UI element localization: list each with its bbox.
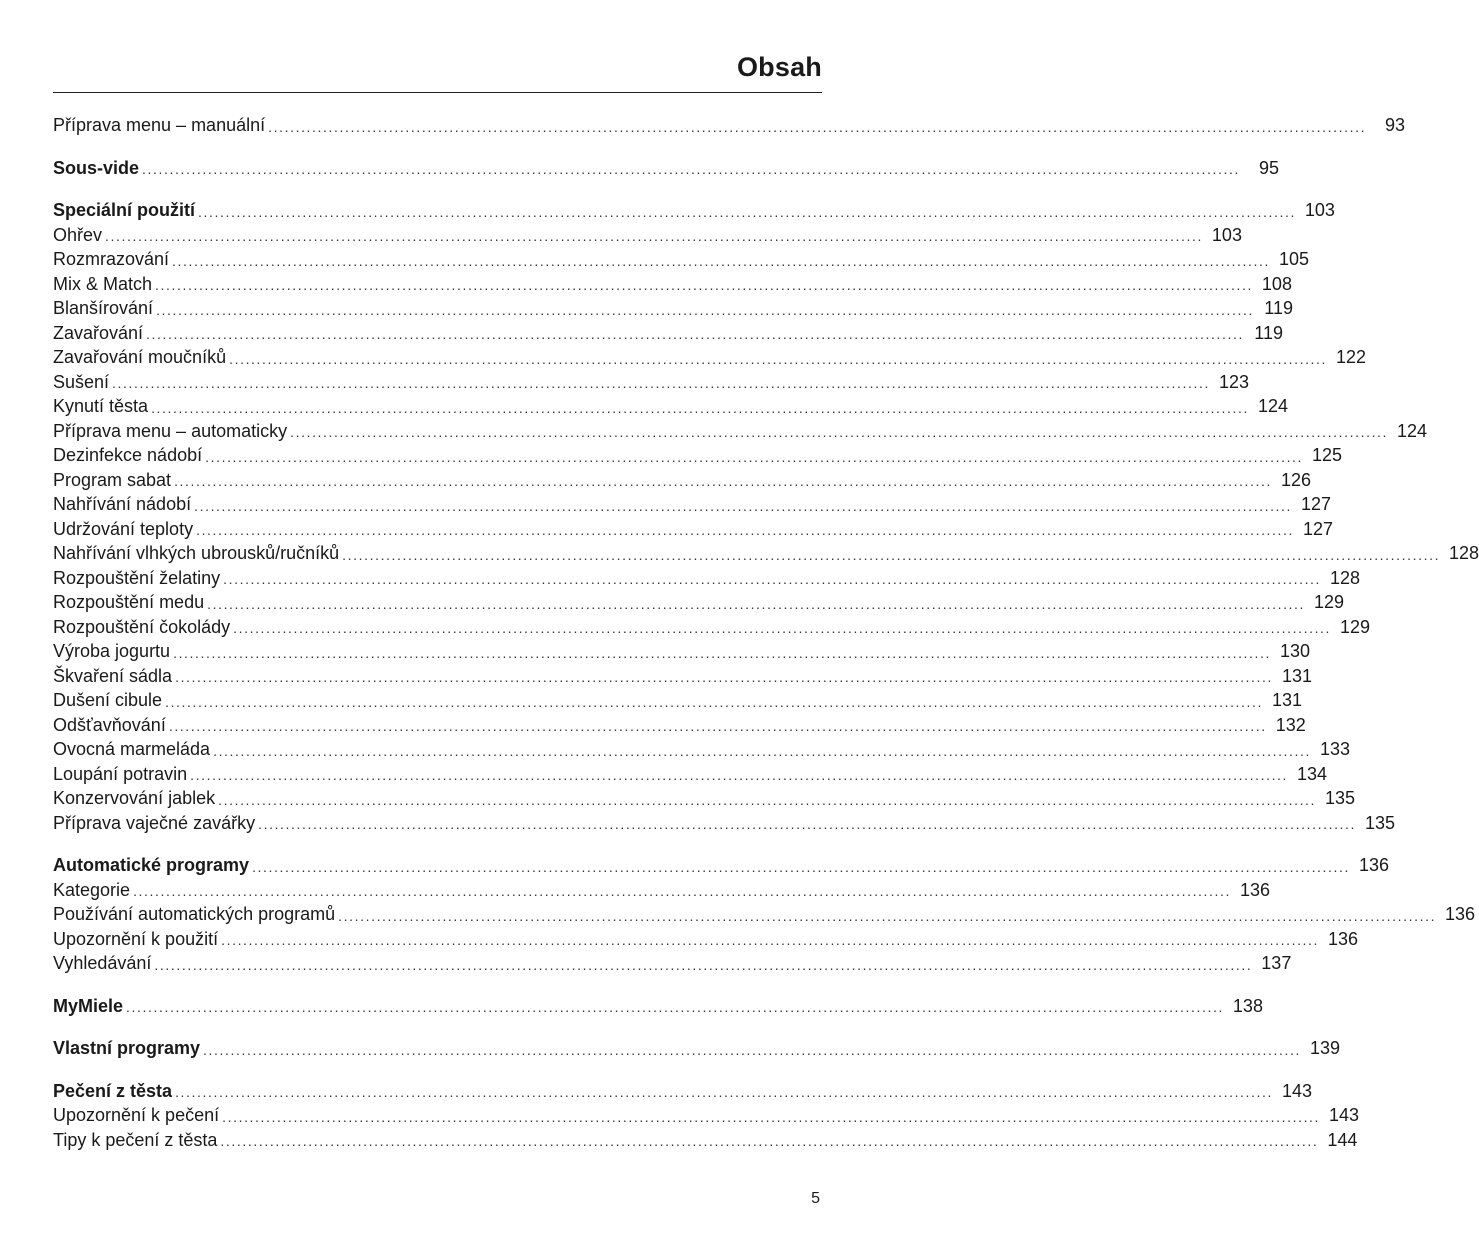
toc-entry-label: Příprava menu – automaticky	[53, 420, 288, 441]
dot-leader: ........................................................................................................................................................................................................	[173, 644, 1272, 661]
toc-entry-label: Příprava vaječné zavářky	[53, 812, 256, 833]
toc-entry[interactable]	[53, 419, 1428, 444]
toc-entry[interactable]	[53, 737, 1351, 762]
toc-entry[interactable]	[53, 786, 1356, 811]
toc-entry-label: Tipy k pečení z těsta	[53, 1129, 218, 1150]
dot-leader: ........................................................................................................................................................................................................	[222, 1108, 1321, 1125]
page-header	[53, 48, 822, 93]
dot-leader: ........................................................................................................................................................................................................	[133, 883, 1231, 899]
toc-entry-page: 144	[1327, 1129, 1358, 1150]
dot-leader: ........................................................................................................................................................................................................	[194, 497, 1293, 514]
dot-leader: ........................................................................................................................................................................................................	[168, 718, 1267, 734]
toc-entry-label: Rozpouštění čokolády	[53, 616, 231, 637]
dot-leader: ........................................................................................................................................................................................................	[142, 161, 1240, 177]
toc-entry-label: Dezinfekce nádobí	[53, 445, 203, 465]
toc-entry[interactable]	[53, 517, 1334, 542]
toc-entry[interactable]	[53, 541, 1479, 566]
toc-entry-label: Upozornění k pečení	[53, 1105, 220, 1125]
dot-leader: ........................................................................................................................................................................................................	[220, 1133, 1319, 1149]
toc-entry-page: 130	[1279, 641, 1311, 661]
dot-leader: ........................................................................................................................................................................................................	[258, 816, 1357, 832]
page-number: 5	[811, 1190, 820, 1207]
toc-entry-label: Odšťavňování	[53, 714, 166, 735]
toc-entry-page: 135	[1325, 788, 1356, 808]
toc-entry[interactable]	[53, 345, 1367, 370]
dot-leader: ........................................................................................................................................................................................................	[229, 350, 1328, 367]
toc-entry-label: Nahřívání nádobí	[53, 494, 192, 514]
toc-entry-label: Ohřev	[53, 224, 103, 245]
toc-entry[interactable]	[53, 1103, 1360, 1128]
dot-leader: ........................................................................................................................................................................................................	[151, 399, 1249, 416]
toc-entry-label: Pečení z těsta	[53, 1080, 173, 1101]
dot-leader: ........................................................................................................................................................................................................	[203, 1041, 1301, 1058]
page-title: Obsah	[736, 52, 822, 82]
dot-leader: ........................................................................................................................................................................................................	[175, 669, 1274, 685]
dot-leader: ........................................................................................................................................................................................................	[218, 791, 1317, 808]
toc-entry-page: 139	[1309, 1038, 1340, 1058]
toc-entry[interactable]	[53, 688, 1303, 713]
toc-entry-page: 124	[1257, 396, 1288, 416]
dot-leader: ........................................................................................................................................................................................................	[223, 571, 1322, 587]
toc-entry-label: Vlastní programy	[53, 1038, 201, 1058]
toc-entry-page: 127	[1302, 518, 1334, 539]
toc-entry-page: 138	[1232, 995, 1263, 1016]
dot-leader: ........................................................................................................................................................................................................	[205, 448, 1304, 465]
toc-entry-label: Zavařování	[53, 322, 144, 343]
toc-entry[interactable]	[53, 927, 1359, 952]
dot-leader: ........................................................................................................................................................................................................	[156, 301, 1254, 318]
toc-entry[interactable]	[53, 394, 1288, 419]
dot-leader: ........................................................................................................................................................................................................	[126, 999, 1224, 1015]
toc-entry[interactable]	[53, 566, 1361, 591]
dot-leader: ........................................................................................................................................................................................................	[154, 956, 1253, 973]
toc-entry-label: Konzervování jablek	[53, 788, 216, 808]
toc-entry[interactable]	[53, 198, 1335, 223]
toc-entry-page: 137	[1261, 953, 1292, 973]
toc-entry-page: 127	[1300, 494, 1332, 514]
toc-entry-label: Program sabat	[53, 469, 172, 490]
dot-leader: ........................................................................................................................................................................................................	[290, 424, 1389, 440]
dot-leader: ........................................................................................................................................................................................................	[175, 1084, 1273, 1100]
toc-entry[interactable]	[53, 713, 1306, 738]
toc-entry-page: 105	[1278, 249, 1309, 269]
toc-entry-page: 125	[1312, 445, 1343, 465]
toc-entry[interactable]	[53, 811, 1396, 836]
toc-entry[interactable]	[53, 223, 1242, 248]
toc-entry[interactable]	[53, 156, 1279, 181]
toc-entry-page: 128	[1449, 543, 1479, 563]
toc-entry[interactable]	[53, 615, 1371, 640]
toc-entry-page: 132	[1275, 714, 1306, 735]
toc-entry[interactable]	[53, 878, 1270, 903]
toc-entry-page: 136	[1445, 904, 1476, 924]
dot-leader: ........................................................................................................................................................................................................	[213, 742, 1312, 759]
dot-leader: ........................................................................................................................................................................................................	[112, 375, 1210, 391]
dot-leader: ........................................................................................................................................................................................................	[252, 858, 1350, 875]
toc-entry-label: Nahřívání vlhkých ubrousků/ručníků	[53, 543, 340, 563]
toc-entry-page: 129	[1313, 592, 1345, 612]
toc-entry-label: Blanšírování	[53, 298, 154, 318]
toc-entry[interactable]	[53, 443, 1343, 468]
toc-entry[interactable]	[53, 247, 1309, 272]
toc-entry-label: Rozpouštění medu	[53, 592, 205, 612]
toc-entry[interactable]	[53, 1128, 1358, 1153]
toc-entry[interactable]	[53, 590, 1345, 615]
toc-entry[interactable]	[53, 492, 1332, 517]
toc-entry[interactable]	[53, 370, 1249, 395]
toc-entry[interactable]	[53, 272, 1292, 297]
dot-leader: ........................................................................................................................................................................................................	[155, 277, 1253, 293]
toc-entry-page: 131	[1281, 665, 1313, 686]
toc-entry-page: 103	[1211, 224, 1242, 245]
toc-entry-page: 133	[1319, 739, 1351, 759]
toc-entry-page: 143	[1329, 1105, 1360, 1125]
toc-entry-label: Výroba jogurtu	[53, 641, 171, 661]
toc-entry-label: Automatické programy	[53, 855, 250, 875]
toc-entry[interactable]	[53, 951, 1292, 976]
toc-entry-label: Kategorie	[53, 879, 131, 900]
toc-entry[interactable]	[53, 762, 1328, 787]
toc-entry-label: Ovocná marmeláda	[53, 739, 211, 759]
dot-leader: ........................................................................................................................................................................................................	[221, 932, 1320, 948]
toc-entry[interactable]	[53, 853, 1389, 878]
toc-entry-page: 119	[1254, 322, 1283, 343]
toc-entry-page: 136	[1239, 879, 1270, 900]
dot-leader: ........................................................................................................................................................................................................	[190, 767, 1289, 783]
dot-leader: ........................................................................................................................................................................................................	[342, 546, 1441, 563]
toc-entry-page: 93	[1385, 115, 1406, 135]
toc-entry[interactable]	[53, 994, 1263, 1019]
toc-entry-label: Používání automatických programů	[53, 904, 336, 924]
toc-entry-label: Rozmrazování	[53, 249, 170, 269]
toc-entry[interactable]	[53, 664, 1313, 689]
toc-entry-page: 134	[1297, 763, 1328, 784]
toc-entry-page: 119	[1264, 298, 1293, 318]
toc-entry-label: MyMiele	[53, 995, 124, 1016]
toc-entry[interactable]	[53, 113, 1406, 138]
toc-entry-page: 103	[1304, 200, 1335, 220]
toc-entry-label: Sous-vide	[53, 157, 140, 178]
toc-entry-page: 108	[1261, 273, 1292, 294]
dot-leader: ........................................................................................................................................................................................................	[146, 326, 1244, 342]
dot-leader: ........................................................................................................................................................................................................	[105, 228, 1203, 244]
dot-leader: ........................................................................................................................................................................................................	[268, 118, 1367, 135]
dot-leader: ........................................................................................................................................................................................................	[165, 693, 1264, 710]
dot-leader: ........................................................................................................................................................................................................	[172, 252, 1270, 269]
toc-entry[interactable]	[53, 321, 1283, 346]
toc-entry-page: 95	[1258, 157, 1279, 178]
toc-entry-label: Vyhledávání	[53, 953, 152, 973]
toc-entry-page: 136	[1358, 855, 1389, 875]
dot-leader: ........................................................................................................................................................................................................	[174, 473, 1272, 489]
dot-leader: ........................................................................................................................................................................................................	[338, 907, 1437, 924]
toc-entry-label: Zavařování moučníků	[53, 347, 227, 367]
toc-entry-label: Sušení	[53, 371, 110, 392]
toc-entry[interactable]	[53, 1079, 1312, 1104]
toc-entry-page: 124	[1397, 420, 1428, 441]
toc-entry-label: Upozornění k použití	[53, 928, 219, 949]
dot-leader: ........................................................................................................................................................................................................	[207, 595, 1306, 612]
toc-entry-page: 136	[1327, 928, 1359, 949]
toc-entry-label: Dušení cibule	[53, 690, 163, 710]
toc-entry-page: 135	[1364, 812, 1396, 833]
dot-leader: ........................................................................................................................................................................................................	[198, 203, 1296, 220]
toc-entry-page: 122	[1335, 347, 1367, 367]
toc-entry-page: 126	[1280, 469, 1311, 490]
table-of-contents	[53, 113, 1479, 1152]
toc-entry-label: Udržování teploty	[53, 518, 194, 539]
toc-entry-label: Mix & Match	[53, 273, 153, 294]
toc-entry-label: Loupání potravin	[53, 763, 188, 784]
dot-leader: ........................................................................................................................................................................................................	[196, 522, 1295, 538]
toc-entry[interactable]	[53, 639, 1311, 664]
toc-entry-page: 143	[1281, 1080, 1312, 1101]
toc-entry-page: 123	[1218, 371, 1249, 392]
toc-entry-page: 128	[1330, 567, 1361, 588]
toc-entry[interactable]	[53, 902, 1476, 927]
toc-entry[interactable]	[53, 1036, 1340, 1061]
toc-entry[interactable]	[53, 296, 1293, 321]
toc-entry-label: Speciální použití	[53, 200, 196, 220]
toc-entry-label: Škvaření sádla	[53, 665, 173, 686]
toc-entry-page: 131	[1271, 690, 1303, 710]
dot-leader: ........................................................................................................................................................................................................	[233, 620, 1332, 636]
toc-entry[interactable]	[53, 468, 1311, 493]
toc-entry-label: Kynutí těsta	[53, 396, 149, 416]
toc-entry-page: 129	[1340, 616, 1371, 637]
toc-entry-label: Příprava menu – manuální	[53, 115, 266, 135]
toc-entry-label: Rozpouštění želatiny	[53, 567, 221, 588]
